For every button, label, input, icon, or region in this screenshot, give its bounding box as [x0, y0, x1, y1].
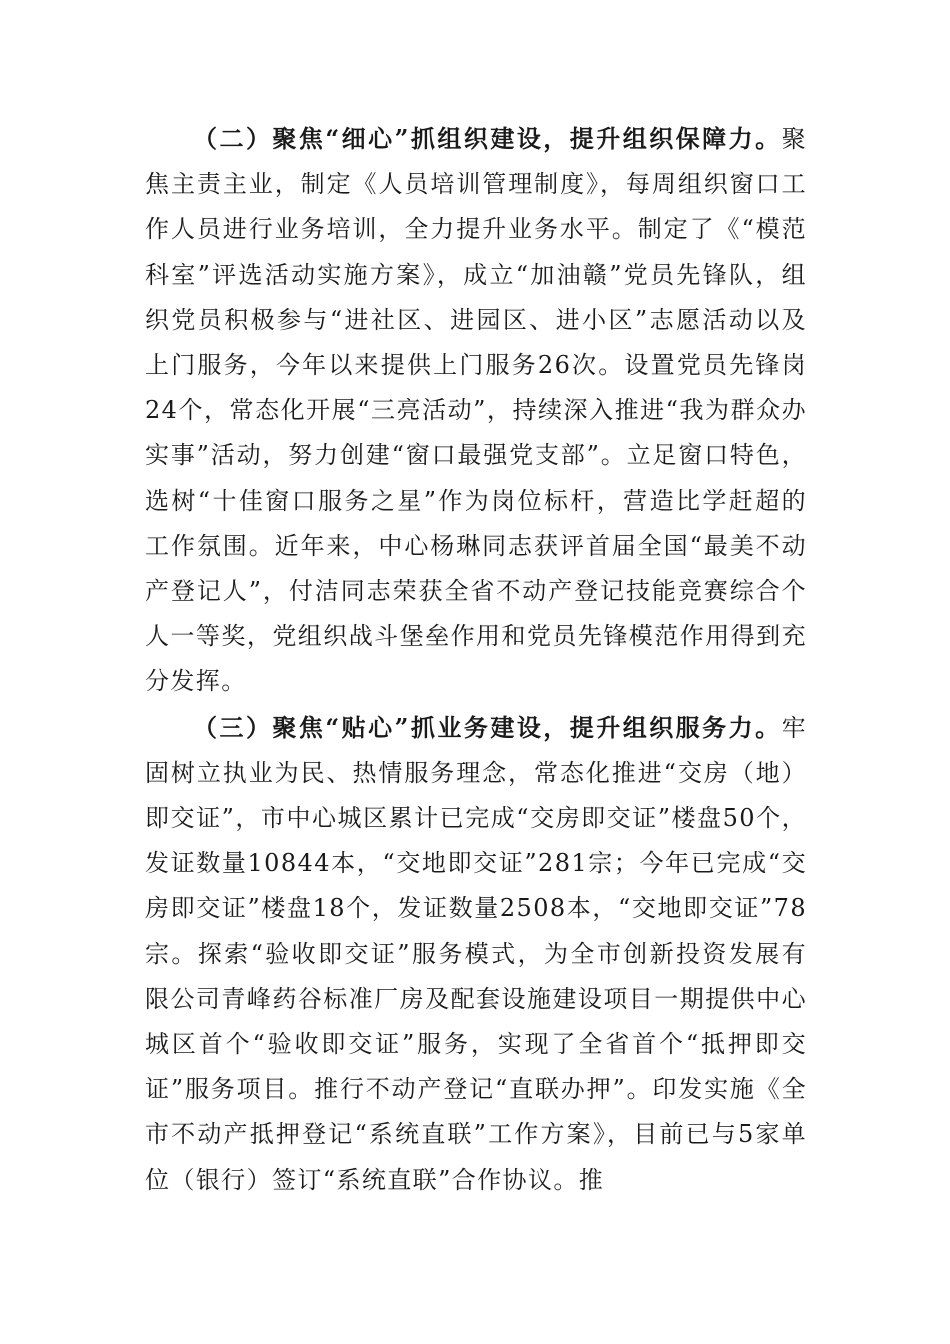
paragraph-2-heading: （二）聚焦“细心”抓组织建设，提升组织保障力。 — [193, 124, 782, 153]
paragraph-3 — [145, 705, 807, 1203]
paragraph-2-text: 聚焦主责主业，制定《人员培训管理制度》，每周组织窗口工作人员进行业务培训，全力提升业务水平。制定了《“模范科室”评选活动实施方案》，成立“加油赣”党员先锋队，组织党员积极参与“进社区、进园区、进小区”志愿活动以及上门服务，今年以来提供上门服务26次。设置党员先锋岗24个，常态化开展“三亮活动”，持续深入推进“我为群众办实事”活动，努力创建“窗口最强党支部”。立足窗口特色，选树“十佳窗口服务之星”作为岗位标杆，营造比学赶超的工作氛围。近年来，中心杨琳同志获评首届全国“最美不动产登记人”，付洁同志荣获全省不动产登记技能竞赛综合个人一等奖，党组织战斗堡垒作用和党员先锋模范作用得到充分发挥。 — [145, 125, 807, 696]
paragraph-3-heading: （三）聚焦“贴心”抓业务建设，提升组织服务力。 — [193, 712, 782, 742]
paragraph-3-text: 牢固树立执业为民、热情服务理念，常态化推进“交房（地）即交证”，市中心城区累计已完成“交房即交证”楼盘50个，发证数量10844本，“交地即交证”281宗；今年已完成“交房即交证”楼盘18个，发证数量2508本，“交地即交证”78宗。探索“验收即交证”服务模式，为全市创新投资发展有限公司青峰药谷标准厂房及配套设施建设项目一期提供中心城区首个“验收即交证”服务，实现了全省首个“抵押即交证”服务项目。推行不动产登记“直联办押”。印发实施《全市不动产抵押登记“系统直联”工作方案》，目前已与5家单位（银行）签订“系统直联”合作协议。推 — [145, 713, 807, 1194]
document-body — [145, 116, 807, 1203]
paragraph-2 — [145, 116, 807, 705]
